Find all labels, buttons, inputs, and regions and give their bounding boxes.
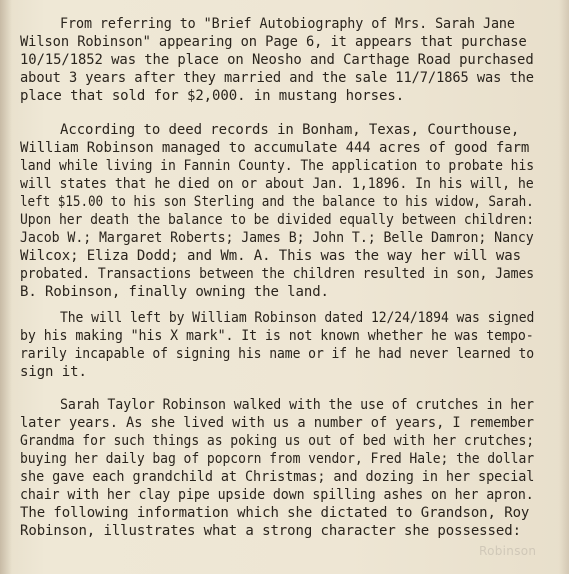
bleed-through-text: Robinson: [479, 544, 537, 558]
paragraph-line: Wilcox; Eliza Dodd; and Wm. A. This was the way her will was: [20, 248, 521, 264]
paragraph-line: Robinson, illustrates what a strong character she possessed:: [20, 523, 521, 539]
paragraph-line: Jacob W.; Margaret Roberts; James B; John T.; Belle Damron; Nancy: [20, 230, 534, 246]
page-edge-shadow: [559, 0, 569, 574]
paragraph-line: From referring to "Brief Autobiography of Mrs. Sarah Jane: [60, 16, 515, 32]
paragraph-line: Sarah Taylor Robinson walked with the use of crutches in her: [60, 397, 534, 413]
paragraph-line: probated. Transactions between the children resulted in son, James: [20, 266, 535, 282]
paragraph-line: Grandma for such things as poking us out of bed with her crutches;: [20, 433, 535, 449]
paragraph-line: B. Robinson, finally owning the land.: [20, 284, 329, 300]
paragraph-line: Upon her death the balance to be divided equally between children:: [20, 212, 535, 228]
paragraph-line: about 3 years after they married and the sale 11/7/1865 was the: [20, 70, 534, 86]
paragraph-line: place that sold for $2,000. in mustang horses.: [20, 88, 405, 104]
page-gutter-shadow: [0, 0, 12, 574]
paragraph-line: The following information which she dictated to Grandson, Roy: [20, 505, 530, 521]
paragraph-line: will states that he died on or about Jan. 1,1896. In his will, he: [20, 176, 534, 192]
paragraph-line: Wilson Robinson" appearing on Page 6, it appears that purchase: [20, 34, 527, 50]
paragraph-line: The will left by William Robinson dated 12/24/1894 was signed: [60, 310, 535, 326]
paragraph-line: by his making "his X mark". It is not known whether he was tempo-: [20, 328, 534, 344]
paragraph-line: sign it.: [20, 364, 87, 380]
paragraph-line: land while living in Fannin County. The application to probate his: [20, 158, 535, 174]
paragraph-line: 10/15/1852 was the place on Neosho and Carthage Road purchased: [20, 52, 534, 68]
paragraph-line: she gave each grandchild at Christmas; and dozing in her special: [20, 469, 535, 485]
paragraph-line: chair with her clay pipe upside down spilling ashes on her apron.: [20, 487, 534, 503]
paragraph-line: later years. As she lived with us a number of years, I remember: [20, 415, 534, 431]
paragraph-line: buying her daily bag of popcorn from vendor, Fred Hale; the dollar: [20, 451, 535, 467]
paragraph-line: William Robinson managed to accumulate 444 acres of good farm: [20, 140, 530, 156]
paragraph-line: left $15.00 to his son Sterling and the balance to his widow, Sarah.: [20, 194, 534, 210]
paragraph-line: According to deed records in Bonham, Texas, Courthouse,: [60, 122, 520, 138]
paragraph-line: rarily incapable of signing his name or if he had never learned to: [20, 346, 535, 362]
